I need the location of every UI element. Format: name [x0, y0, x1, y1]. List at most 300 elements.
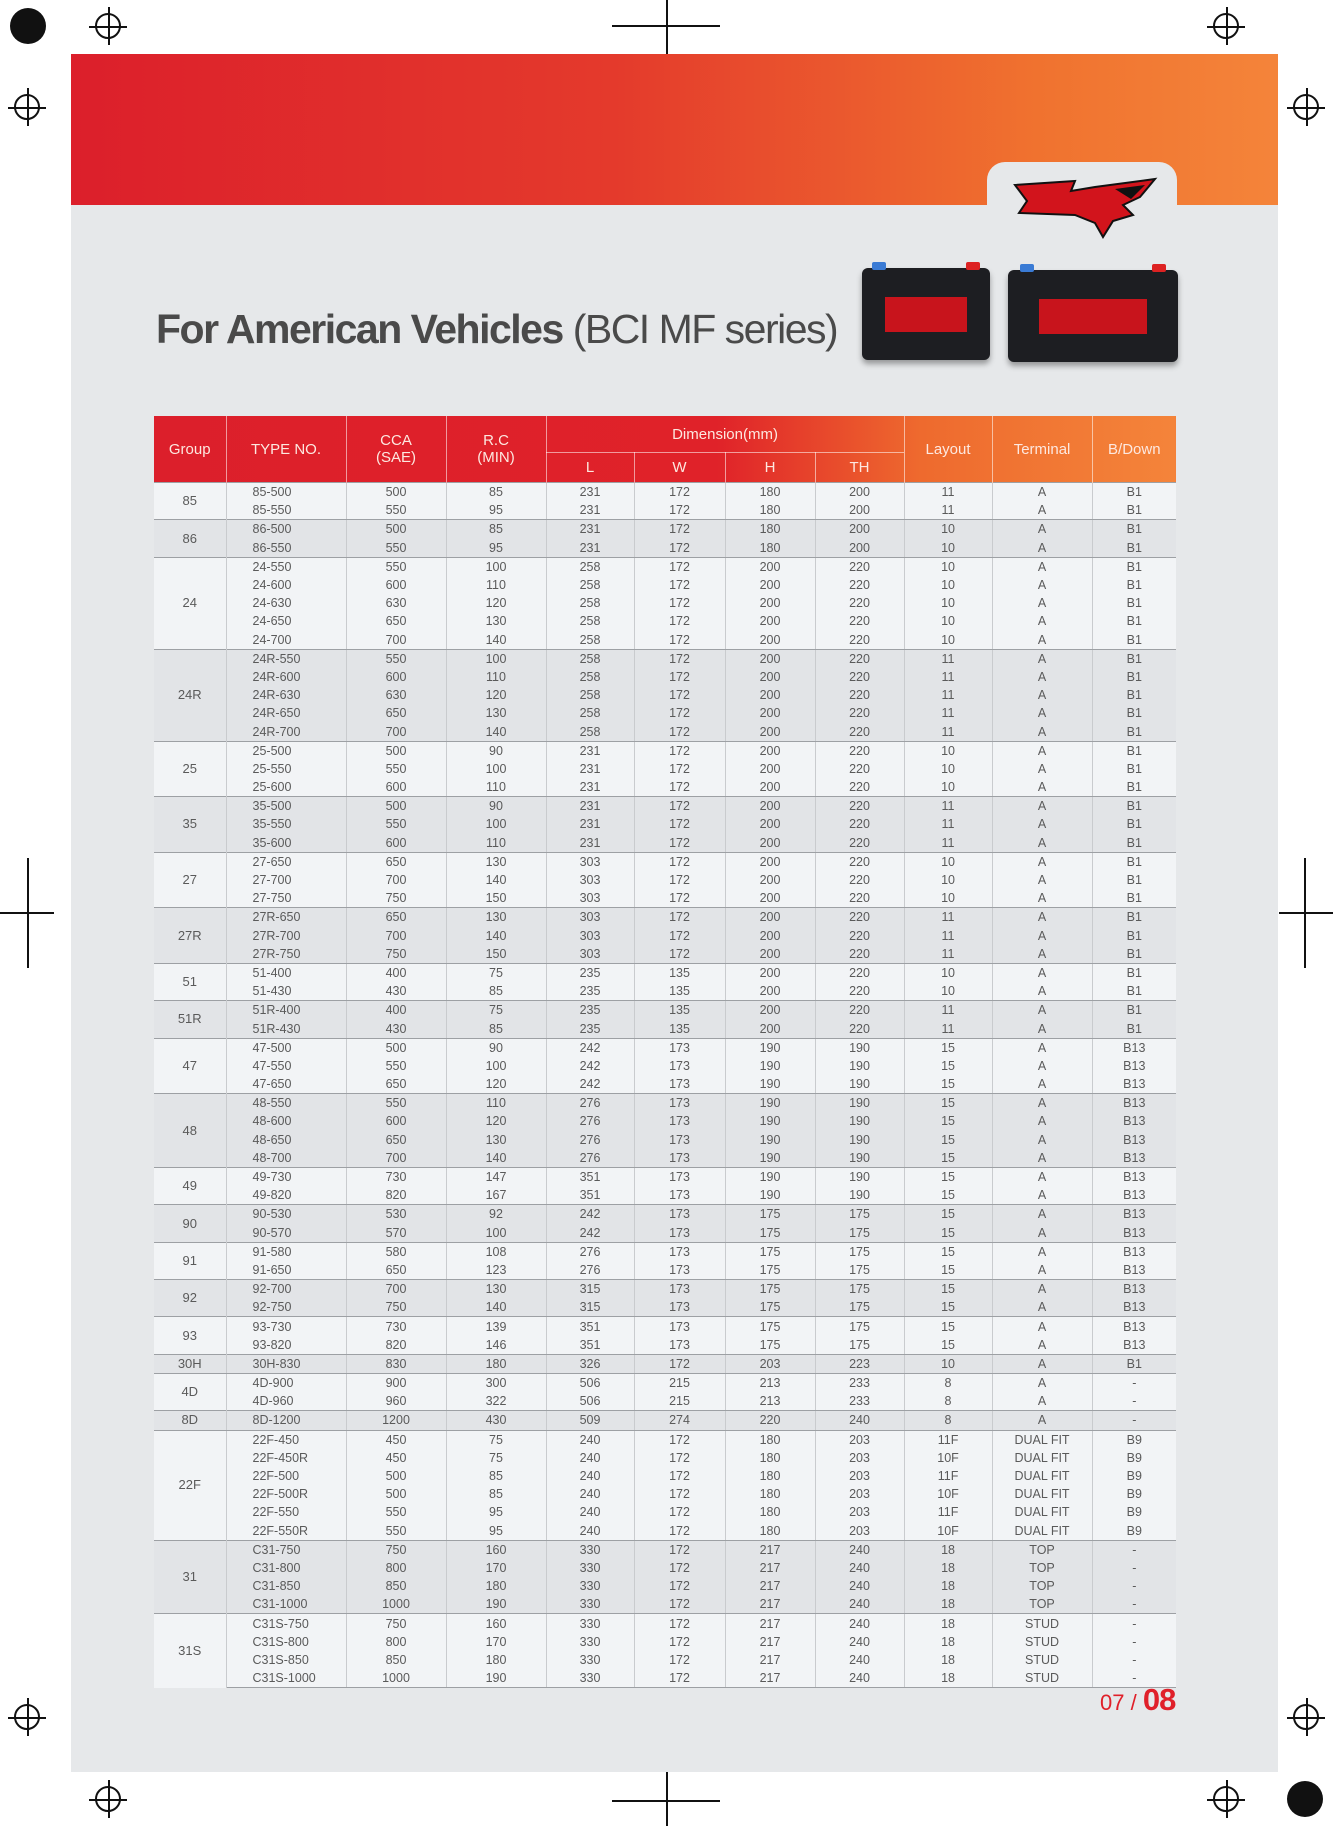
cell-l: 231: [546, 760, 634, 778]
cell-layout: 15: [904, 1280, 992, 1299]
cell-bdown: B1: [1092, 908, 1176, 927]
cell-layout: 11: [904, 1001, 992, 1020]
cell-cca: 530: [346, 1205, 446, 1224]
cell-terminal: STUD: [992, 1669, 1092, 1688]
cell-w: 172: [634, 1485, 725, 1503]
table-row: [154, 1540, 1176, 1559]
cell-cca: 800: [346, 1559, 446, 1577]
cell-terminal: A: [992, 1374, 1092, 1393]
table-row: [154, 1449, 1176, 1467]
cell-rc: 180: [446, 1651, 546, 1669]
cell-type: 47-500: [226, 1038, 346, 1057]
cell-layout: 15: [904, 1075, 992, 1094]
cell-rc: 180: [446, 1354, 546, 1373]
cell-bdown: B9: [1092, 1430, 1176, 1449]
cell-terminal: A: [992, 576, 1092, 594]
cell-rc: 123: [446, 1261, 546, 1280]
cell-l: 330: [546, 1595, 634, 1614]
cell-l: 276: [546, 1149, 634, 1168]
table-row: [154, 1224, 1176, 1243]
cell-type: 49-820: [226, 1186, 346, 1205]
cell-l: 231: [546, 520, 634, 539]
cell-layout: 10: [904, 741, 992, 760]
cell-terminal: A: [992, 1038, 1092, 1057]
crop-line: [666, 1772, 668, 1826]
cell-th: 223: [815, 1354, 904, 1373]
cell-rc: 95: [446, 1522, 546, 1541]
cell-l: 303: [546, 852, 634, 871]
cell-th: 220: [815, 1001, 904, 1020]
cell-type: 24-600: [226, 576, 346, 594]
cell-cca: 430: [346, 982, 446, 1001]
cell-terminal: A: [992, 631, 1092, 650]
header-l: L: [546, 453, 634, 483]
table-body: [154, 483, 1176, 1688]
cell-cca: 650: [346, 852, 446, 871]
cell-layout: 15: [904, 1186, 992, 1205]
cell-layout: 15: [904, 1094, 992, 1113]
cell-h: 200: [725, 889, 815, 908]
table-row: [154, 1280, 1176, 1299]
cell-terminal: STUD: [992, 1651, 1092, 1669]
table-row: [154, 1374, 1176, 1393]
table-row: [154, 1001, 1176, 1020]
cell-rc: 300: [446, 1374, 546, 1393]
cell-type: 35-600: [226, 834, 346, 853]
cell-bdown: B1: [1092, 557, 1176, 576]
cell-h: 180: [725, 1430, 815, 1449]
cell-terminal: A: [992, 889, 1092, 908]
cell-terminal: TOP: [992, 1595, 1092, 1614]
cell-rc: 130: [446, 852, 546, 871]
cell-group: 8D: [154, 1411, 226, 1430]
cell-l: 303: [546, 908, 634, 927]
cell-type: 22F-550R: [226, 1522, 346, 1541]
cell-type: 27R-700: [226, 927, 346, 945]
cell-rc: 90: [446, 741, 546, 760]
cell-layout: 11: [904, 704, 992, 722]
cell-cca: 550: [346, 815, 446, 833]
cell-h: 217: [725, 1614, 815, 1633]
cell-layout: 11F: [904, 1430, 992, 1449]
cell-group: 4D: [154, 1374, 226, 1411]
cell-w: 173: [634, 1038, 725, 1057]
table-row: [154, 1354, 1176, 1373]
cell-type: 24-700: [226, 631, 346, 650]
cell-terminal: A: [992, 815, 1092, 833]
cell-l: 315: [546, 1280, 634, 1299]
cell-w: 173: [634, 1280, 725, 1299]
cell-l: 235: [546, 1001, 634, 1020]
cell-w: 172: [634, 1614, 725, 1633]
cell-l: 235: [546, 963, 634, 982]
cell-th: 203: [815, 1522, 904, 1541]
cell-h: 200: [725, 778, 815, 797]
cell-bdown: B9: [1092, 1449, 1176, 1467]
cell-terminal: A: [992, 852, 1092, 871]
cell-layout: 11F: [904, 1467, 992, 1485]
cell-l: 242: [546, 1205, 634, 1224]
header-type: TYPE NO.: [226, 416, 346, 483]
cell-layout: 11: [904, 1019, 992, 1038]
cell-th: 220: [815, 741, 904, 760]
cell-th: 220: [815, 686, 904, 704]
cell-w: 172: [634, 594, 725, 612]
table-row: [154, 1205, 1176, 1224]
cell-h: 213: [725, 1392, 815, 1411]
cell-w: 172: [634, 649, 725, 668]
cell-h: 200: [725, 649, 815, 668]
cell-rc: 146: [446, 1336, 546, 1355]
cell-bdown: B1: [1092, 668, 1176, 686]
cell-rc: 85: [446, 1019, 546, 1038]
cell-h: 200: [725, 945, 815, 964]
cell-cca: 750: [346, 1298, 446, 1317]
cell-layout: 8: [904, 1374, 992, 1393]
cell-w: 172: [634, 520, 725, 539]
cell-layout: 10: [904, 539, 992, 558]
cell-rc: 75: [446, 1430, 546, 1449]
cell-h: 217: [725, 1577, 815, 1595]
cell-layout: 10F: [904, 1522, 992, 1541]
table-row: [154, 1595, 1176, 1614]
cell-h: 190: [725, 1075, 815, 1094]
cell-type: 85-500: [226, 483, 346, 502]
cell-w: 172: [634, 760, 725, 778]
cell-type: 27R-650: [226, 908, 346, 927]
cell-bdown: -: [1092, 1540, 1176, 1559]
cell-terminal: A: [992, 1242, 1092, 1261]
crosshair-mark-icon: [1293, 94, 1319, 120]
cell-l: 231: [546, 539, 634, 558]
cell-layout: 10: [904, 576, 992, 594]
cell-th: 190: [815, 1057, 904, 1075]
table-row: [154, 631, 1176, 650]
cell-rc: 110: [446, 576, 546, 594]
cell-bdown: -: [1092, 1559, 1176, 1577]
cell-group: 22F: [154, 1430, 226, 1540]
cell-layout: 8: [904, 1411, 992, 1430]
cell-bdown: B13: [1092, 1280, 1176, 1299]
cell-rc: 90: [446, 797, 546, 816]
cell-bdown: -: [1092, 1614, 1176, 1633]
cell-bdown: B1: [1092, 576, 1176, 594]
cell-terminal: A: [992, 834, 1092, 853]
cell-cca: 750: [346, 1540, 446, 1559]
cell-rc: 110: [446, 834, 546, 853]
cell-terminal: A: [992, 1411, 1092, 1430]
cell-w: 173: [634, 1261, 725, 1280]
cell-cca: 500: [346, 520, 446, 539]
cell-h: 200: [725, 686, 815, 704]
table-row: [154, 668, 1176, 686]
cell-cca: 900: [346, 1374, 446, 1393]
cell-terminal: A: [992, 945, 1092, 964]
cell-bdown: B13: [1092, 1317, 1176, 1336]
cell-h: 200: [725, 982, 815, 1001]
cell-terminal: A: [992, 1019, 1092, 1038]
cell-layout: 15: [904, 1038, 992, 1057]
cell-rc: 167: [446, 1186, 546, 1205]
cell-bdown: B13: [1092, 1298, 1176, 1317]
cell-th: 240: [815, 1595, 904, 1614]
cell-group: 86: [154, 520, 226, 557]
cell-terminal: A: [992, 1336, 1092, 1355]
cell-type: 48-550: [226, 1094, 346, 1113]
cell-h: 180: [725, 1503, 815, 1521]
cell-h: 200: [725, 871, 815, 889]
cell-rc: 100: [446, 557, 546, 576]
cell-h: 175: [725, 1205, 815, 1224]
cell-w: 172: [634, 927, 725, 945]
table-row: [154, 1485, 1176, 1503]
cell-w: 172: [634, 722, 725, 741]
cell-type: 27-750: [226, 889, 346, 908]
table-row: [154, 1430, 1176, 1449]
cell-h: 200: [725, 576, 815, 594]
cell-bdown: B9: [1092, 1467, 1176, 1485]
table-row: [154, 834, 1176, 853]
cell-cca: 630: [346, 686, 446, 704]
cell-type: 51-400: [226, 963, 346, 982]
cell-bdown: B1: [1092, 871, 1176, 889]
cell-layout: 10: [904, 852, 992, 871]
cell-terminal: A: [992, 1354, 1092, 1373]
cell-rc: 147: [446, 1167, 546, 1186]
cell-th: 220: [815, 557, 904, 576]
cell-h: 175: [725, 1261, 815, 1280]
cell-cca: 820: [346, 1336, 446, 1355]
cell-l: 326: [546, 1354, 634, 1373]
cell-layout: 11: [904, 815, 992, 833]
cell-h: 180: [725, 539, 815, 558]
cell-type: C31-850: [226, 1577, 346, 1595]
cell-type: 86-500: [226, 520, 346, 539]
cell-type: C31S-750: [226, 1614, 346, 1633]
cell-rc: 140: [446, 722, 546, 741]
cell-th: 175: [815, 1336, 904, 1355]
cell-terminal: A: [992, 594, 1092, 612]
header-layout: Layout: [904, 416, 992, 483]
cell-l: 330: [546, 1577, 634, 1595]
cell-type: 49-730: [226, 1167, 346, 1186]
cell-terminal: A: [992, 501, 1092, 520]
cell-w: 172: [634, 908, 725, 927]
cell-w: 172: [634, 778, 725, 797]
cell-bdown: B13: [1092, 1131, 1176, 1149]
cell-h: 200: [725, 963, 815, 982]
table-row: [154, 1242, 1176, 1261]
crop-line: [1279, 912, 1333, 914]
cell-type: 48-700: [226, 1149, 346, 1168]
cell-h: 200: [725, 815, 815, 833]
table-row: [154, 778, 1176, 797]
cell-rc: 140: [446, 1298, 546, 1317]
cell-l: 351: [546, 1186, 634, 1205]
cell-layout: 10: [904, 778, 992, 797]
cell-layout: 10: [904, 982, 992, 1001]
cell-type: 90-570: [226, 1224, 346, 1243]
cell-h: 175: [725, 1298, 815, 1317]
cell-h: 175: [725, 1336, 815, 1355]
cell-h: 200: [725, 797, 815, 816]
cell-type: 22F-450: [226, 1430, 346, 1449]
cell-layout: 8: [904, 1392, 992, 1411]
cell-type: 48-650: [226, 1131, 346, 1149]
cell-bdown: B1: [1092, 834, 1176, 853]
cell-type: 24R-700: [226, 722, 346, 741]
table-row: [154, 1149, 1176, 1168]
table-row: [154, 908, 1176, 927]
battery-spec-table: [154, 416, 1176, 1688]
cell-bdown: B1: [1092, 649, 1176, 668]
cell-group: 27: [154, 852, 226, 908]
cell-th: 220: [815, 760, 904, 778]
crosshair-mark-icon: [95, 1786, 121, 1812]
cell-bdown: B1: [1092, 612, 1176, 630]
cell-group: 25: [154, 741, 226, 797]
cell-rc: 170: [446, 1559, 546, 1577]
cell-bdown: B13: [1092, 1038, 1176, 1057]
cell-bdown: B1: [1092, 686, 1176, 704]
cell-layout: 10: [904, 889, 992, 908]
cell-group: 91: [154, 1242, 226, 1279]
table-row: [154, 1038, 1176, 1057]
cell-l: 303: [546, 871, 634, 889]
cell-type: 35-500: [226, 797, 346, 816]
cell-cca: 400: [346, 1001, 446, 1020]
cell-cca: 600: [346, 668, 446, 686]
cell-layout: 15: [904, 1261, 992, 1280]
cell-th: 190: [815, 1149, 904, 1168]
cell-layout: 18: [904, 1540, 992, 1559]
cell-bdown: B13: [1092, 1186, 1176, 1205]
cell-th: 220: [815, 815, 904, 833]
cell-type: 25-500: [226, 741, 346, 760]
cell-bdown: B1: [1092, 483, 1176, 502]
cell-w: 172: [634, 1633, 725, 1651]
cell-layout: 15: [904, 1298, 992, 1317]
cell-terminal: A: [992, 1001, 1092, 1020]
cell-h: 217: [725, 1540, 815, 1559]
cell-w: 173: [634, 1298, 725, 1317]
cell-l: 330: [546, 1651, 634, 1669]
cell-rc: 160: [446, 1540, 546, 1559]
cell-l: 242: [546, 1075, 634, 1094]
table-row: [154, 1186, 1176, 1205]
cell-th: 190: [815, 1167, 904, 1186]
cell-cca: 500: [346, 483, 446, 502]
cell-h: 217: [725, 1633, 815, 1651]
cell-cca: 750: [346, 1614, 446, 1633]
cell-th: 220: [815, 649, 904, 668]
cell-l: 276: [546, 1131, 634, 1149]
cell-terminal: A: [992, 1112, 1092, 1130]
cell-terminal: DUAL FIT: [992, 1449, 1092, 1467]
cell-w: 173: [634, 1336, 725, 1355]
cell-h: 200: [725, 612, 815, 630]
cell-th: 200: [815, 539, 904, 558]
cell-cca: 750: [346, 889, 446, 908]
cell-cca: 500: [346, 741, 446, 760]
cell-th: 233: [815, 1392, 904, 1411]
cell-th: 190: [815, 1038, 904, 1057]
cell-layout: 10: [904, 963, 992, 982]
cell-layout: 10: [904, 612, 992, 630]
cell-th: 203: [815, 1430, 904, 1449]
cell-type: 90-530: [226, 1205, 346, 1224]
cell-group: 49: [154, 1167, 226, 1204]
header-dimension: Dimension(mm): [546, 416, 904, 453]
cell-l: 258: [546, 668, 634, 686]
cell-layout: 10F: [904, 1485, 992, 1503]
cell-terminal: A: [992, 1094, 1092, 1113]
cell-type: 51R-400: [226, 1001, 346, 1020]
cell-th: 175: [815, 1242, 904, 1261]
cell-bdown: B1: [1092, 501, 1176, 520]
cell-l: 303: [546, 889, 634, 908]
cell-h: 200: [725, 722, 815, 741]
cell-l: 235: [546, 982, 634, 1001]
cell-l: 509: [546, 1411, 634, 1430]
cell-bdown: B1: [1092, 520, 1176, 539]
cell-cca: 550: [346, 1057, 446, 1075]
cell-layout: 18: [904, 1633, 992, 1651]
cell-l: 258: [546, 704, 634, 722]
cell-th: 240: [815, 1669, 904, 1688]
cell-group: 30H: [154, 1354, 226, 1373]
header-w: W: [634, 453, 725, 483]
cell-h: 217: [725, 1559, 815, 1577]
cell-cca: 500: [346, 1485, 446, 1503]
cell-type: 30H-830: [226, 1354, 346, 1373]
cell-l: 330: [546, 1633, 634, 1651]
cell-cca: 650: [346, 612, 446, 630]
cell-rc: 85: [446, 483, 546, 502]
cell-layout: 10: [904, 520, 992, 539]
cell-terminal: A: [992, 649, 1092, 668]
cell-w: 172: [634, 1577, 725, 1595]
table-row: [154, 982, 1176, 1001]
cell-terminal: A: [992, 668, 1092, 686]
cell-cca: 730: [346, 1167, 446, 1186]
cell-type: 51R-430: [226, 1019, 346, 1038]
cell-w: 172: [634, 741, 725, 760]
table-row: [154, 927, 1176, 945]
cell-bdown: B1: [1092, 963, 1176, 982]
cell-rc: 90: [446, 1038, 546, 1057]
cell-type: 22F-500: [226, 1467, 346, 1485]
table-row: [154, 963, 1176, 982]
cell-terminal: A: [992, 963, 1092, 982]
table-row: [154, 1522, 1176, 1541]
cell-th: 175: [815, 1280, 904, 1299]
cell-layout: 10: [904, 1354, 992, 1373]
table-row: [154, 704, 1176, 722]
cell-cca: 600: [346, 1112, 446, 1130]
cell-type: 91-650: [226, 1261, 346, 1280]
cell-th: 190: [815, 1094, 904, 1113]
cell-cca: 700: [346, 871, 446, 889]
cell-cca: 650: [346, 908, 446, 927]
cell-terminal: A: [992, 1298, 1092, 1317]
cell-l: 258: [546, 722, 634, 741]
cell-th: 220: [815, 834, 904, 853]
cell-h: 180: [725, 1467, 815, 1485]
cell-cca: 430: [346, 1019, 446, 1038]
cell-l: 258: [546, 576, 634, 594]
cell-bdown: -: [1092, 1577, 1176, 1595]
